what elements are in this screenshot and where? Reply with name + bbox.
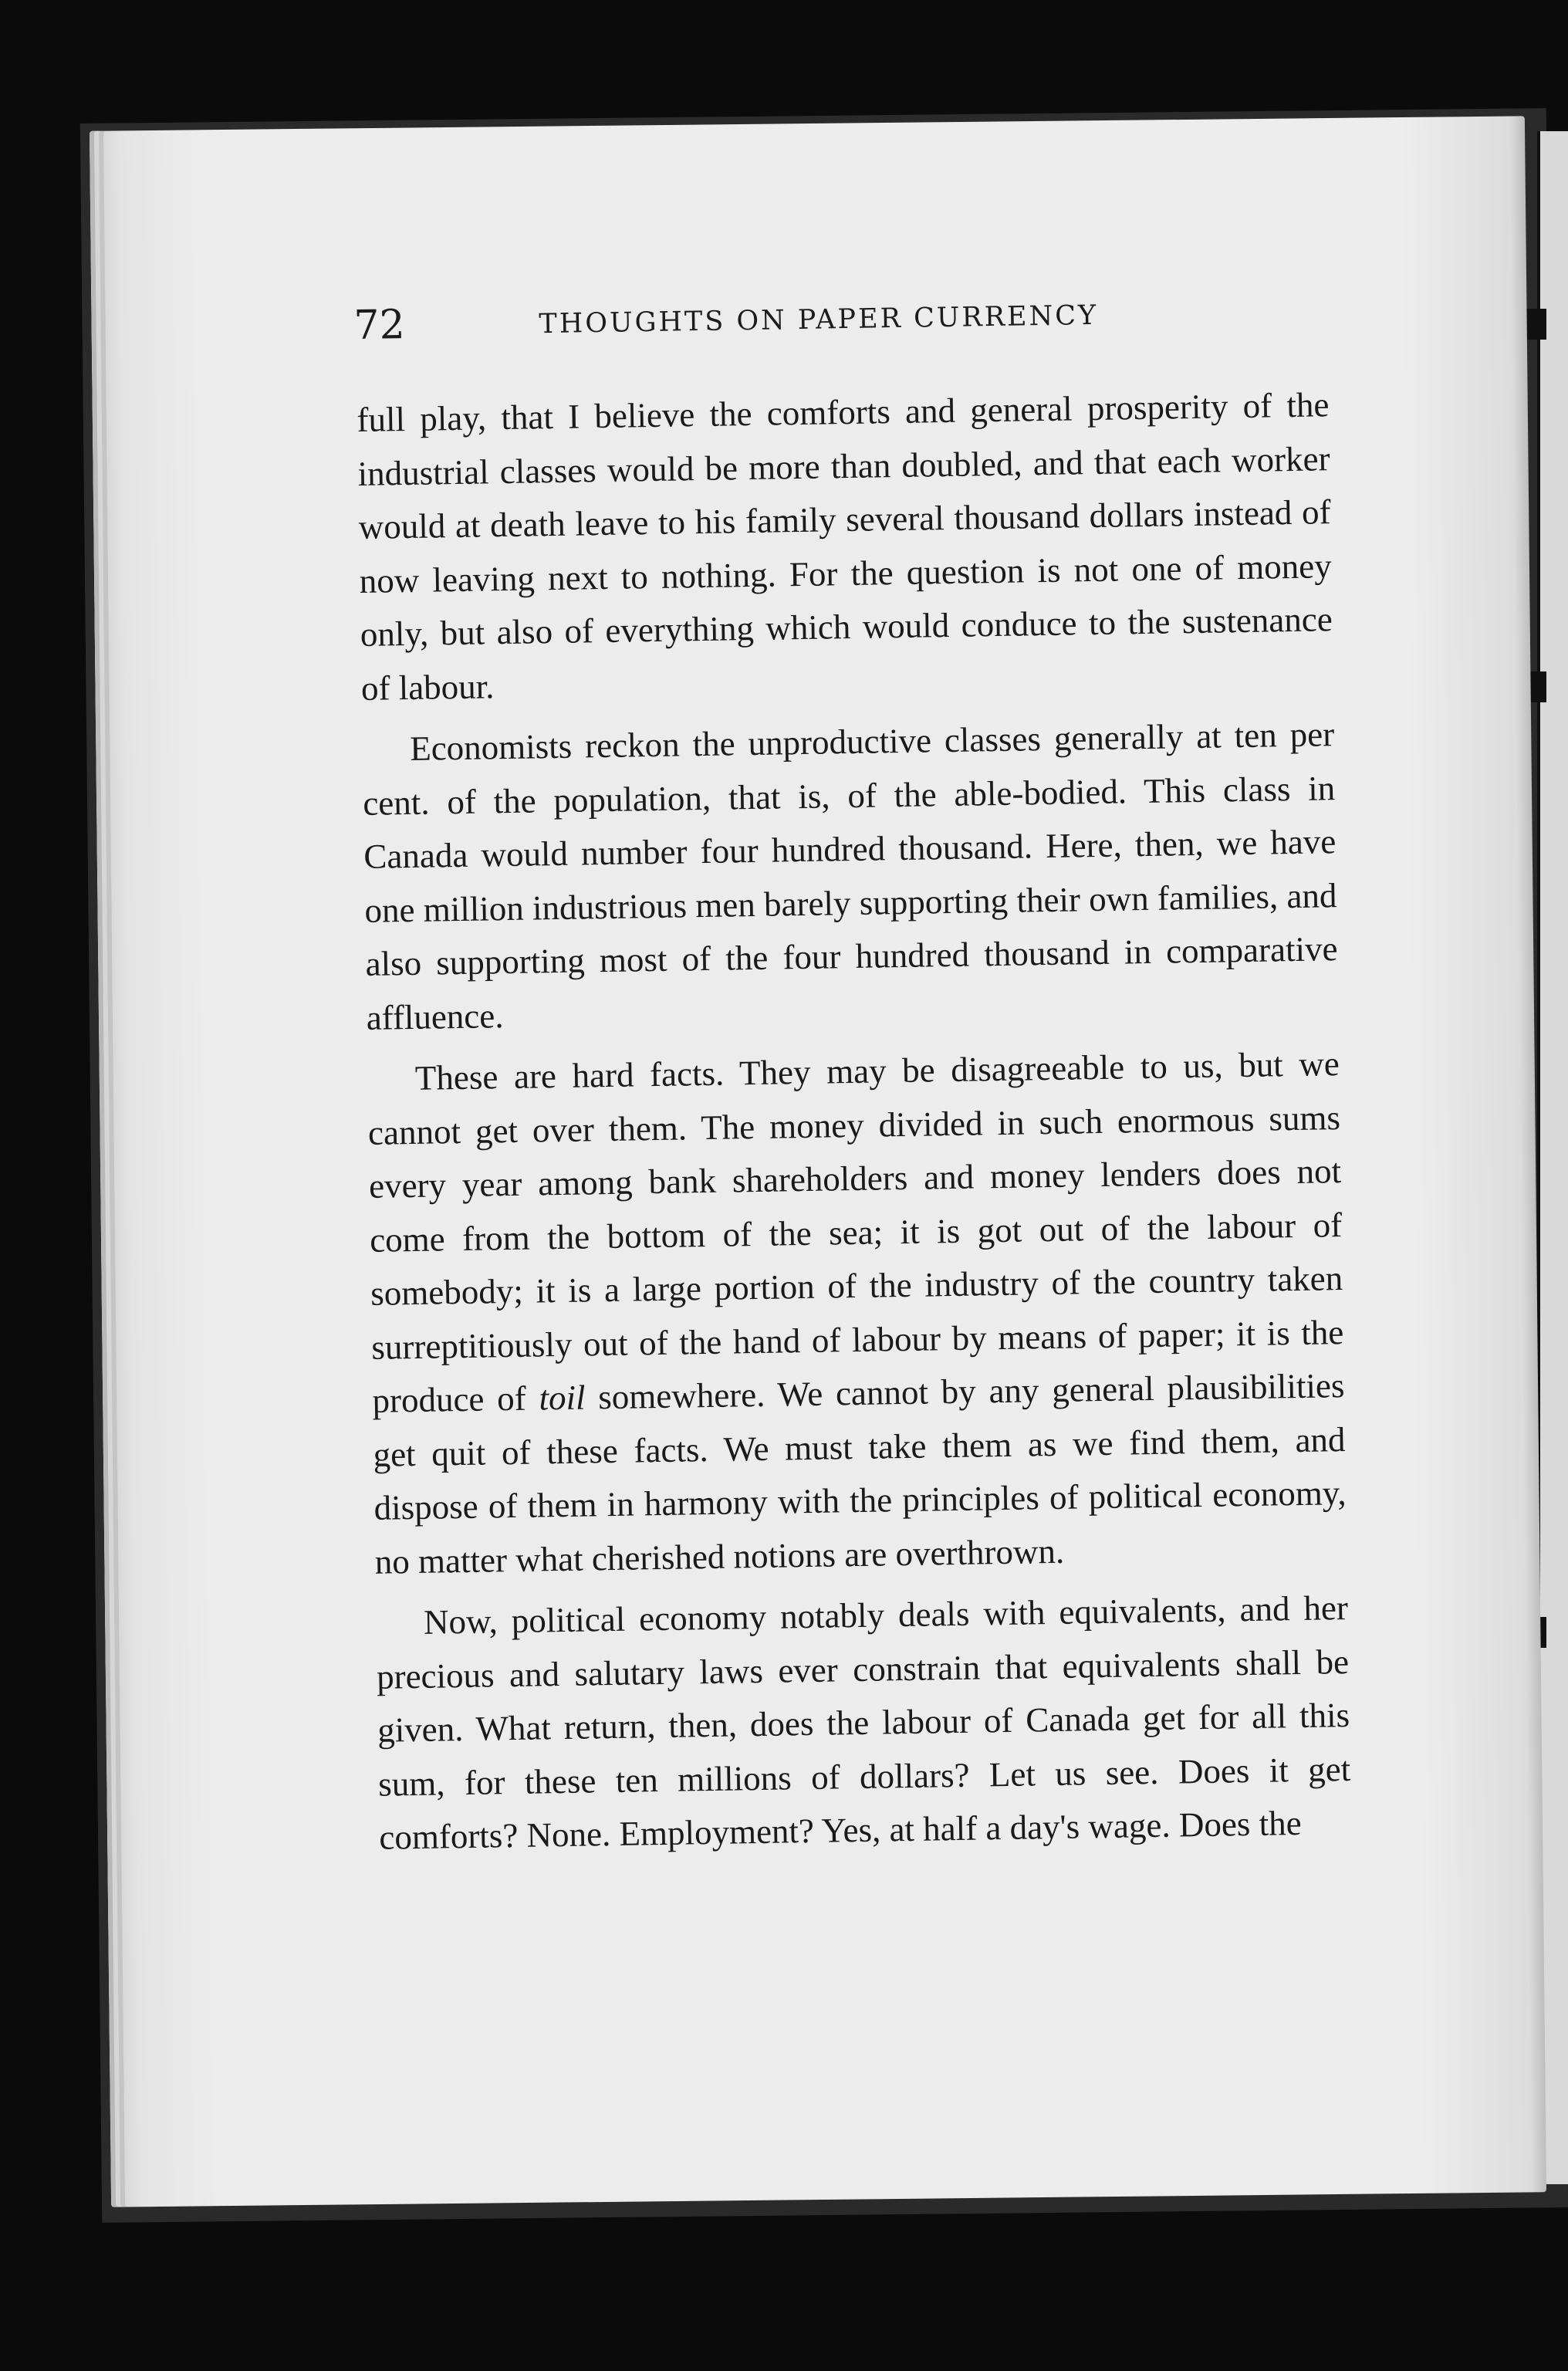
- binding-mark: [1526, 309, 1546, 340]
- paragraph: full play, that I believe the comforts and general prosperity of the industrial classes would be more than doubled, and that each worker would at death leave to his family several thousand dollars instead of now leaving next to nothing. For the question is not one of money only, but also of everything which would conduce to the sustenance of labour.: [357, 385, 1333, 708]
- page-number: 72: [353, 301, 406, 349]
- paragraph: These are hard facts. They may be disagreeable to us, but we cannot get over them. The money divided in such enormous sums every year among bank shareholders and money lenders does not come from the bottom of the sea; it is got out of the labour of somebody; it is a large portion of the industry of the country taken surreptitiously out of the hand of labour by means of paper; it is the produce of toil somewhere. We cannot by any general plausibilities get quit of these facts. We must take them as we find them, and dispose of them in harmony with the principles of political economy, no matter what cherished notions are overthrown.: [367, 1044, 1347, 1581]
- italic-word: toil: [539, 1378, 586, 1418]
- paragraph: Economists reckon the unproductive classes generally at ten per cent. of the population, that is, of the able-bodied. This class in Canada would number four hundred thousand. Here, then, we have one million industrious men barely supporting their own families, and also supporting most of the four hundred thousand in comparative affluence.: [362, 715, 1338, 1037]
- running-head: THOUGHTS ON PAPER CURRENCY: [539, 299, 1099, 340]
- paragraph: Now, political economy notably deals with equivalents, and her precious and salutary laws ever constrain that equivalents shall be given. What return, then, does the labour of Canada get for all this sum, for these ten millions of dollars? Let us see. Does it get comforts? None. Employment? Yes, at half a day's wage. Does the: [376, 1588, 1351, 1857]
- body-text: [357, 378, 1352, 1865]
